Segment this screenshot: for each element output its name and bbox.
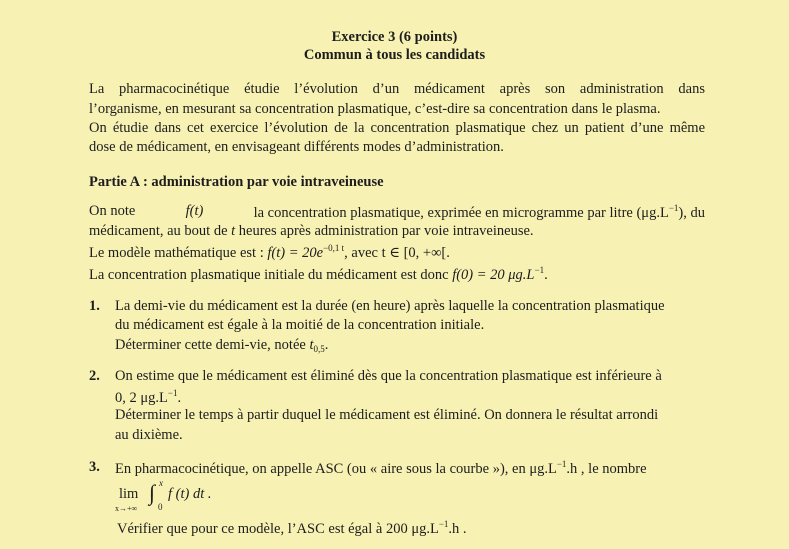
- question-3-line-1: En pharmacocinétique, on appelle ASC (ou « aire sous la courbe »), en $\mu g.L^{-1}.h$ , le nombre: [115, 459, 647, 477]
- model-equation-line: Le modèle mathématique est : $f(t) = 20e^{-0,1 t}$, avec t ∈ [0, +∞[.: [89, 243, 450, 261]
- question-2-line-2: 0, 2 $\mu g.L^{-1}$.: [115, 388, 182, 406]
- part-a-on-note: On note: [89, 203, 136, 219]
- integrand: f (t) dt .: [168, 486, 212, 502]
- question-2-line-1: On estime que le médicament est éliminé dès que la concentration plasmatique est inférieure à: [115, 368, 662, 384]
- question-3-number: 3.: [89, 459, 100, 475]
- exercise-subtitle: Commun à tous les candidats: [303, 47, 486, 63]
- integral-upper-bound: x: [159, 478, 163, 488]
- question-1-line-1: La demi-vie du médicament est la durée (en heure) après laquelle la concentration plasmatique: [115, 298, 665, 314]
- question-1-line-3: Déterminer cette demi-vie, notée $t_{0,5}$.: [115, 337, 329, 354]
- part-a-line-2: médicament, au bout de t heures après administration par voie intraveineuse.: [89, 223, 534, 239]
- initial-equation: f(0) = 20 μg.L: [452, 267, 535, 283]
- limit-integral-expression: [115, 480, 235, 514]
- part-a-f-t: f(t): [185, 203, 204, 219]
- question-2-line-4: au dixième.: [115, 427, 183, 443]
- intro-line-3: On étudie dans cet exercice l’évolution de la concentration plasmatique chez un patient d’une même: [89, 120, 705, 136]
- question-1-number: 1.: [89, 298, 100, 314]
- intro-line-4: dose de médicament, en envisageant différents modes d’administration.: [89, 139, 504, 155]
- question-2-line-3: Déterminer le temps à partir duquel le médicament est éliminé. On donnera le résultat arrondi: [115, 407, 659, 423]
- model-equation: f(t) = 20e: [267, 245, 324, 261]
- question-2-number: 2.: [89, 368, 100, 384]
- initial-concentration-line: La concentration plasmatique initiale du médicament est donc f(0) = 20 $\mu g.L^{-1}$.: [89, 265, 548, 283]
- question-1-line-2: du médicament est égale à la moitié de la concentration initiale.: [115, 317, 485, 333]
- intro-line-1: La pharmacocinétique étudie l’évolution d’un médicament après son administration dans: [89, 81, 705, 97]
- question-3-line-3: Vérifier que pour ce modèle, l’ASC est égal à 200 $\mu g.L^{-1}.h$ .: [117, 519, 467, 537]
- lim-symbol: lim: [119, 486, 139, 502]
- part-a-title: Partie A : administration par voie intraveineuse: [89, 174, 384, 190]
- exercise-title: Exercice 3 (6 points): [331, 29, 458, 45]
- lim-subscript: x→+∞: [115, 504, 138, 513]
- intro-line-2: l’organisme, en mesurant sa concentration plasmatique, c’est-dire sa concentration dans le plasma.: [89, 101, 661, 117]
- integral-lower-bound: 0: [158, 502, 163, 512]
- integral-sign: ∫: [149, 480, 156, 505]
- part-a-line-1-text: la concentration plasmatique, exprimée en microgramme par litre $(\mu g.L^{-1})$, du: [253, 203, 705, 221]
- part-a-line-1: [89, 203, 705, 222]
